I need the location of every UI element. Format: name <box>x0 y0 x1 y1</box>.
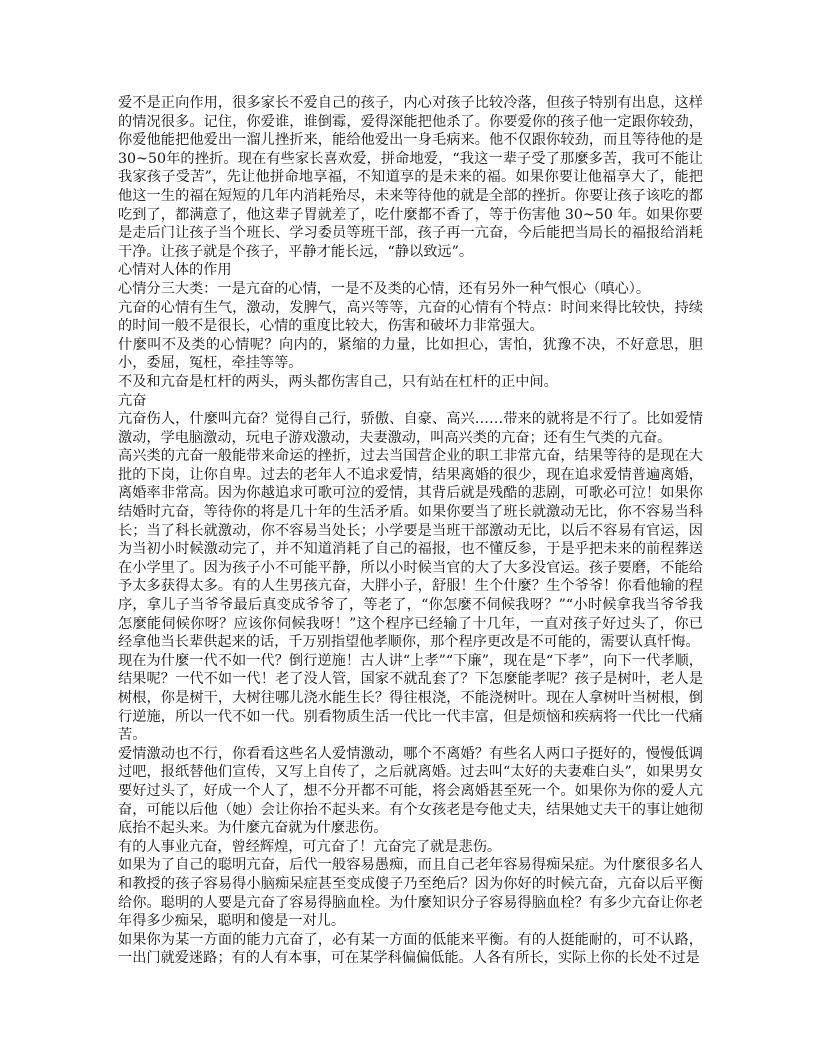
paragraph: 亢奋伤人，什麼叫亢奋？觉得自己行，骄傲、自豪、高兴……带来的就将是不行了。比如爱情激动，学电脑激动，玩电子游戏激动，夫妻激动，叫高兴类的亢奋；还有生气类的亢奋。 <box>118 411 703 446</box>
paragraph: 高兴类的亢奋一般能带来命运的挫折，过去当国营企业的职工非常亢奋，结果等待的是现在大批的下岗，让你自卑。过去的老年人不追求爱情，结果离婚的很少，现在追求爱情普遍离婚，离婚率非常高。因为你越追求可歌可泣的爱情，其背后就是残酷的悲剧，可歌必可泣！如果你结婚时亢奋，等待你的将是几十年的生活矛盾。如果你要当了班长就激动无比，你不容易当科长；当了科长就激动，你不容易当处长；小学要是当班干部激动无比，以后不容易有官运，因为当初小时候激动完了，并不知道消耗了自己的福报，也不懂反参，于是乎把未来的前程葬送在小学里了。因为孩子小不可能平静，所以小时候当官的大了大多没官运。孩子要磨，不能给予太多获得太多。有的人生男孩亢奋，大胖小子，舒服！生个什麼？生个爷爷！你看他输的程序，拿儿子当爷爷最后真变成爷爷了，等老了，“你怎麼不伺候我呀？”“小时候拿我当爷爷我怎麼能伺候你呀？应该你伺候我呀！”这个程序已经输了十几年，一直对孩子好过头了，你已经拿他当长辈供起来的话，千万别指望他孝顺你，那个程序更改是不可能的，需要认真忏悔。 <box>118 448 703 651</box>
paragraph: 亢奋的心情有生气，激动，发脾气，高兴等等，亢奋的心情有个特点：时间来得比较快，持续的时间一般不是很长，心情的重度比较大，伤害和破坏力非常强大。 <box>118 299 703 335</box>
paragraph: 爱不是正向作用，很多家长不爱自己的孩子，内心对孩子比较冷落，但孩子特别有出息，这样的情况很多。记住，你爱谁，谁倒霉，爱得深能把他杀了。你要爱你的孩子他一定跟你较劲，你爱他能把他爱出一溜儿挫折来，能给他爱出一身毛病来。他不仅跟你较劲，而且等待他的是30~50年的挫折。现在有些家长喜欢爱，拼命地爱，“我这一辈子受了那麼多苦，我可不能让我家孩子受苦”，先让他拼命地享福，不知道享的是未来的福。如果你要让他福享大了，能把他这一生的福在短短的几年内消耗殆尽，未来等待他的就是全部的挫折。你要让孩子该吃的都吃到了，都满意了，他这辈子胃就差了，吃什麼都不香了，等于伤害他 30~50 年。如果你要是走后门让孩子当个班长、学习委员等班干部，孩子再一亢奋，今后能把当局长的福报给消耗干净。让孩子就是个孩子，平静才能长远，“静以致远”。 <box>118 95 703 260</box>
paragraph: 现在为什麼一代不如一代？倒行逆施！古人讲“上孝”“下廉”，现在是“下孝”，向下一代孝顺，结果呢？一代不如一代！老了没人管，国家不就乱套了？下怎麼能孝呢？孩子是树叶，老人是树根，你是树干，大树往哪儿浇水能生长？得往根浇，不能浇树叶。现在人拿树叶当树根，倒行逆施，所以一代不如一代。别看物质生活一代比一代丰富，但是烦恼和疾病将一代比一代痛苦。 <box>118 652 703 744</box>
section-heading: 心情对人体的作用 <box>118 262 232 279</box>
section-heading: 亢奋 <box>118 392 147 409</box>
paragraph: 有的人事业亢奋，曾经辉煌，可亢奋了！亢奋完了就是悲伤。 <box>118 838 502 855</box>
paragraph: 什麼叫不及类的心情呢？向内的，紧缩的力量，比如担心，害怕，犹豫不决，不好意思，胆小，委屈，冤枉，牵挂等等。 <box>118 336 703 372</box>
paragraph: 心情分三大类：一是亢奋的心情，一是不及类的心情，还有另外一种气恨心（嗔心）。 <box>118 280 651 297</box>
document-body <box>118 94 703 968</box>
paragraph: 爱情激动也不行，你看看这些名人爱情激动，哪个不离婚？有些名人两口子挺好的，慢慢低调过吧，报纸替他们宣传，又写上自传了，之后就离婚。过去叫“太好的夫妻难白头”，如果男女要好过头了，好成一个人了，想不分开都不可能，将会离婚甚至死一个。如果你为你的爱人亢奋，可能以后他（她）会让你抬不起头来。有个女孩老是夸他丈夫，结果她丈夫干的事让她彻底抬不起头来。为什麼亢奋就为什麼悲伤。 <box>118 745 703 837</box>
paragraph: 不及和亢奋是杠杆的两头，两头都伤害自己，只有站在杠杆的正中间。 <box>118 373 558 390</box>
paragraph: 如果为了自己的聪明亢奋，后代一般容易愚痴，而且自己老年容易得痴呆症。为什麼很多名人和教授的孩子容易得小脑痴呆症甚至变成傻子乃至绝后？因为你好的时候亢奋，亢奋以后平衡给你。聪明的人要是亢奋了容易得脑血栓。为什麼知识分子容易得脑血栓？有多少亢奋让你老年得多少痴呆，聪明和傻是一对儿。 <box>118 857 703 930</box>
paragraph: 如果你为某一方面的能力亢奋了，必有某一方面的低能来平衡。有的人挺能耐的，可不认路，一出门就爱迷路；有的人有本事，可在某学科偏偏低能。人各有所长，实际上你的长处不过是 <box>118 931 703 967</box>
